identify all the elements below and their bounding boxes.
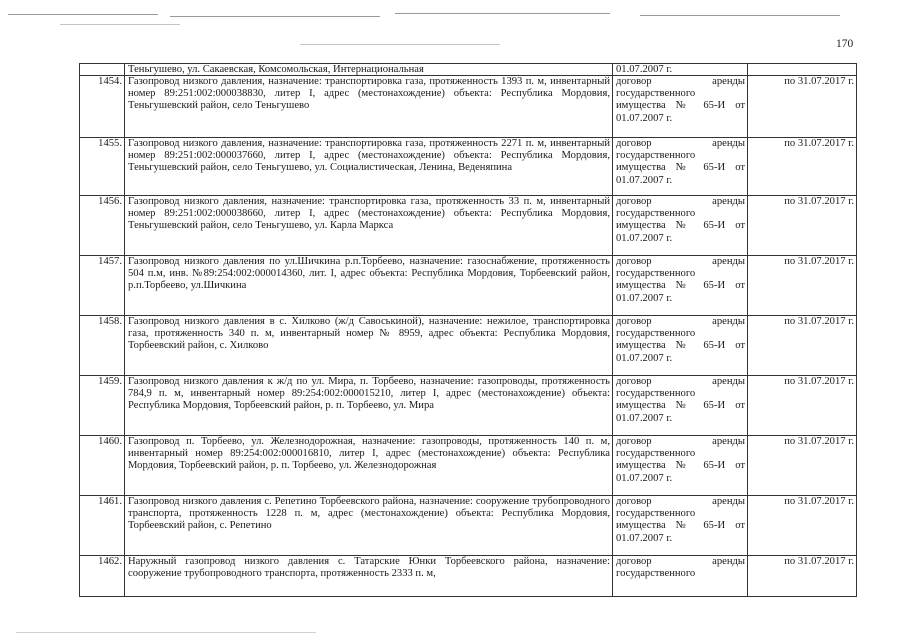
lease-basis-cell: договор аренды государственного имущества № 65-И от 01.07.2007 г.	[613, 196, 748, 256]
object-description-cell: Наружный газопровод низкого давления с. Татарские Юнки Торбеевского района, назначение: сооружение трубопроводного транспорта, протяженность 2333 п. м,	[125, 556, 613, 597]
scan-artifact-line	[395, 13, 610, 14]
table-row	[80, 76, 857, 138]
row-number-cell: 1454.	[80, 76, 125, 138]
row-number-cell: 1461.	[80, 496, 125, 556]
scan-artifact-line	[60, 24, 180, 25]
lease-basis-cell: договор аренды государственного	[613, 556, 748, 597]
scan-artifact-line	[300, 44, 500, 45]
lease-term-cell: по 31.07.2017 г.	[748, 436, 857, 496]
lease-basis-cell: договор аренды государственного имущества № 65-И от 01.07.2007 г.	[613, 256, 748, 316]
scan-artifact-line	[170, 16, 380, 17]
row-number-cell: 1459.	[80, 376, 125, 436]
scan-artifact-line	[16, 632, 316, 633]
object-description-cell: Газопровод п. Торбеево, ул. Железнодорожная, назначение: газопроводы, протяженность 140 п. м, инвентарный номер 89:254:002:000016810, литер I, адрес (местонахождение) объекта: Республика Мордовия, Торбеевский район, р. п. Торбеево, ул. Железнодорожная	[125, 436, 613, 496]
row-number-cell	[80, 64, 125, 76]
row-number-cell: 1456.	[80, 196, 125, 256]
object-description-cell: Газопровод низкого давления, назначение: транспортировка газа, протяженность 1393 п. м, инвентарный номер 89:251:002:000038830, литер I, адрес (местонахождение) объекта: Республика Мордовия, Теньгушевский район, село Теньгушево	[125, 76, 613, 138]
object-description-cell: Газопровод низкого давления к ж/д по ул. Мира, п. Торбеево, назначение: газопроводы, протяженность 784,9 п. м, инвентарный номер 89:254:002:000015210, литер I, адрес (местонахождение) объекта: Республика Мордовия, Торбеевский район, р. п. Торбеево, ул. Мира	[125, 376, 613, 436]
scan-artifact-line	[640, 15, 840, 16]
lease-term-cell: по 31.07.2017 г.	[748, 376, 857, 436]
table-row	[80, 556, 857, 597]
table-row-continuation	[80, 64, 857, 76]
property-registry-table	[79, 63, 857, 597]
lease-basis-cell: 01.07.2007 г.	[613, 64, 748, 76]
lease-term-cell: по 31.07.2017 г.	[748, 138, 857, 196]
lease-term-cell: по 31.07.2017 г.	[748, 556, 857, 597]
lease-basis-cell: договор аренды государственного имущества № 65-И от 01.07.2007 г.	[613, 436, 748, 496]
row-number-cell: 1460.	[80, 436, 125, 496]
lease-basis-cell: договор аренды государственного имущества № 65-И от 01.07.2007 г.	[613, 76, 748, 138]
table-row	[80, 316, 857, 376]
scan-artifact-line	[8, 14, 158, 15]
object-description-cell: Газопровод низкого давления в с. Хилково (ж/д Савоськиной), назначение: нежилое, транспортировка газа, протяженность 340 п. м, инвентарный номер № 8959, адрес объекта: Республика Мордовия, Торбеевский район, с. Хилково	[125, 316, 613, 376]
lease-basis-cell: договор аренды государственного имущества № 65-И от 01.07.2007 г.	[613, 376, 748, 436]
row-number-cell: 1457.	[80, 256, 125, 316]
row-number-cell: 1458.	[80, 316, 125, 376]
table-row	[80, 256, 857, 316]
object-description-cell: Газопровод низкого давления с. Репетино Торбеевского района, назначение: сооружение трубопроводного транспорта, протяженность 1228 п. м, адрес (местонахождение) объекта: Республика Мордовия, Торбеевский район, с. Репетино	[125, 496, 613, 556]
lease-term-cell: по 31.07.2017 г.	[748, 496, 857, 556]
lease-term-cell: по 31.07.2017 г.	[748, 76, 857, 138]
object-description-cell: Газопровод низкого давления, назначение: транспортировка газа, протяженность 33 п. м, инвентарный номер 89:251:002:000038660, литер I, адрес (местонахождение) объекта: Республика Мордовия, Теньгушевский район, село Теньгушево, ул. Карла Маркса	[125, 196, 613, 256]
lease-basis-cell: договор аренды государственного имущества № 65-И от 01.07.2007 г.	[613, 316, 748, 376]
table-row	[80, 376, 857, 436]
lease-basis-cell: договор аренды государственного имущества № 65-И от 01.07.2007 г.	[613, 138, 748, 196]
table-row	[80, 196, 857, 256]
table-row	[80, 436, 857, 496]
table-row	[80, 138, 857, 196]
lease-term-cell: по 31.07.2017 г.	[748, 316, 857, 376]
lease-term-cell: по 31.07.2017 г.	[748, 256, 857, 316]
page-number: 170	[836, 38, 854, 50]
lease-basis-cell: договор аренды государственного имущества № 65-И от 01.07.2007 г.	[613, 496, 748, 556]
row-number-cell: 1455.	[80, 138, 125, 196]
lease-term-cell: по 31.07.2017 г.	[748, 196, 857, 256]
object-description-cell: Газопровод низкого давления по ул.Шичкина р.п.Торбеево, назначение: газоснабжение, протяженность 504 п.м, инв. №89:254:002:000014360, лит. I, адрес объекта: Республика Мордовия, Торбеевский район, р.п.Торбеево, ул.Шичкина	[125, 256, 613, 316]
object-description-cell: Газопровод низкого давления, назначение: транспортировка газа, протяженность 2271 п. м, инвентарный номер 89:251:002:000037660, литер I, адрес (местонахождение) объекта: Республика Мордовия, Теньгушевский район, село Теньгушево, ул. Социалистическая, Ленина, Веденяпина	[125, 138, 613, 196]
row-number-cell: 1462.	[80, 556, 125, 597]
table-row	[80, 496, 857, 556]
object-description-cell: Теньгушево, ул. Сакаевская, Комсомольская, Интернациональная	[125, 64, 613, 76]
lease-term-cell	[748, 64, 857, 76]
